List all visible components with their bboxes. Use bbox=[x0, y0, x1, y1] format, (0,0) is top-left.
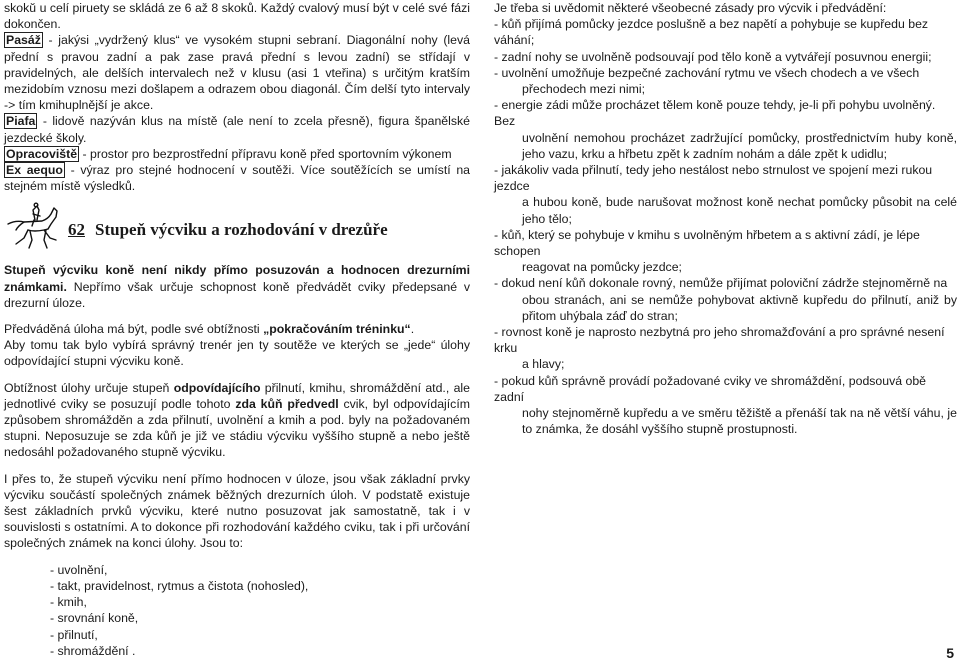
principle-item bbox=[494, 275, 957, 324]
principle-item bbox=[494, 373, 957, 438]
principle-first-line: - rovnost koně je naprosto nezbytná pro jeho shromažďování a pro správné nesení krku bbox=[494, 325, 945, 356]
term-piafa: Piafa bbox=[6, 114, 36, 129]
obtiznost-c: cvik, byl odpovídajícím způsobem shromážděn a zda přilnutí, uvolnění a kmih a pod. byly na požadovaném stupni. Neposuzuje se zda kůň je již ve stádiu výcviku vyššího stupně a nebo ještě nedosáhl požadovaného stupně výcviku. bbox=[4, 396, 470, 460]
principle-item bbox=[494, 227, 957, 276]
principle-item bbox=[494, 65, 957, 97]
principle-continuation: uvolnění nemohou procházet zadržující pomůcky, prostřednictvím huby koně, jeho vazu, krku a hřbetu zpět k zadním nohám a dále zpět k udidlu; bbox=[522, 130, 957, 161]
obtiznost-a: Obtížnost úlohy určuje stupeň bbox=[4, 380, 174, 395]
obtiznost-bold-1: odpovídajícího bbox=[173, 380, 261, 395]
lead-bold-text: Stupeň výcviku koně není nikdy přímo posuzován a hodnocen drezurními známkami. bbox=[4, 263, 470, 294]
list-item: - přilnutí, bbox=[50, 627, 98, 642]
definition-exaequo-text: - výraz pro stejné hodnocení v soutěži. Více soutěžících se umístí na stejném místě výsledků. bbox=[4, 163, 470, 194]
principle-item bbox=[494, 97, 957, 162]
left-column bbox=[4, 0, 470, 659]
term-opracoviste: Opracoviště bbox=[6, 146, 78, 161]
elements-list bbox=[4, 562, 470, 659]
principle-first-line: - dokud není kůň dokonale rovný, nemůže přijímat poloviční zádrže stejnoměrně na bbox=[494, 276, 948, 291]
uloha-bold: „pokračováním tréninku“ bbox=[263, 322, 411, 337]
paragraph-lead bbox=[4, 262, 470, 311]
spacer bbox=[4, 370, 470, 380]
list-item: - shromáždění . bbox=[50, 643, 136, 658]
spacer bbox=[4, 461, 470, 471]
definition-opracoviste-text: - prostor pro bezprostřední přípravu koně před sportovním výkonem bbox=[79, 146, 452, 161]
obtiznost-bold-2: zda kůň předvedl bbox=[235, 396, 339, 411]
term-pasaz: Pasáž bbox=[6, 33, 41, 48]
spacer bbox=[4, 311, 470, 321]
principle-first-line: - uvolnění umožňuje bezpečné zachování rytmu ve všech chodech a ve všech bbox=[494, 65, 920, 80]
chapter-number: 62 bbox=[68, 220, 85, 240]
term-exaequo: Ex aequo bbox=[6, 163, 63, 178]
chapter-heading bbox=[4, 200, 470, 262]
obtiznost-b: přilnutí, kmihu, shromáždění atd., ale jednotlivé cviky se posuzují podle tohoto bbox=[4, 380, 470, 411]
principle-first-line: - zadní nohy se uvolněně podsouvají pod tělo koně a vytvářejí posuvnou energii; bbox=[494, 49, 932, 64]
principle-continuation: reagovat na pomůcky jezdce; bbox=[522, 260, 682, 275]
principle-first-line: - kůň, který se pohybuje v kmihu s uvolněným hřbetem a s aktivní zádí, je lépe schopen bbox=[494, 227, 920, 259]
definition-pasaz-text: - jakýsi „vydržený klus“ ve vysokém stupni sebraní. Diagonální nohy (levá přední s pravou zadní a pak zase pravá přední s levou zadní) se střídají v pravidelných, ale delších intervalech než v klusu (asi 1 vteřina) s určitým kratším mezidobím vznosu mezi došlapem a odrazem obou diagonál. Čím delší tyto intervaly -> tím kmihuplnější je akce. bbox=[4, 33, 470, 113]
list-item: - uvolnění, bbox=[50, 562, 108, 577]
principle-continuation: a hlavy; bbox=[522, 357, 565, 372]
paragraph-uloha bbox=[4, 321, 470, 337]
paragraph-obtiznost bbox=[4, 380, 470, 461]
spacer bbox=[4, 552, 470, 562]
principle-item bbox=[494, 49, 957, 65]
principle-first-line: - energie zádi může procházet tělem koně pouze tehdy, je-li při pohybu uvolněný. Bez bbox=[494, 98, 936, 129]
paragraph-piruety: skokŭ u celí piruety se skládá ze 6 až 8 skoků. Každý cvalový musí být v celé své fázi dokončen. bbox=[4, 1, 470, 32]
principle-continuation: a hubou koně, bude narušovat možnost koně nechat pomůcky působit na celé jeho tělo; bbox=[522, 195, 957, 226]
chapter-title-text: Stupeň výcviku a rozhodování v drezůře bbox=[95, 220, 388, 240]
uloha-text-b: . bbox=[410, 322, 415, 337]
definition-piafa-text: - lidově nazýván klus na místě (ale není to zcela přesně), figura španělské jezdecké školy. bbox=[4, 114, 470, 145]
principle-first-line: - kůň přijímá pomůcky jezdce poslušně a bez napětí a pohybuje se kupředu bez váhání; bbox=[494, 17, 929, 48]
uloha-text-a: Předváděná úloha má být, podle své obtížnosti bbox=[4, 322, 264, 337]
definition-opracoviste bbox=[4, 146, 470, 162]
definition-piafa bbox=[4, 113, 470, 145]
list-item: - srovnání koně, bbox=[50, 611, 139, 626]
principles-intro: Je třeba si uvědomit některé všeobecné zásady pro výcvik i předvádění: bbox=[494, 1, 887, 15]
principle-continuation: přechodech mezi nimi; bbox=[522, 82, 646, 97]
dressage-horse-icon bbox=[4, 202, 62, 252]
lead-rest-text: Nepřímo však určuje schopnost koně předvádět cviky předepsané v drezurní úloze. bbox=[4, 279, 470, 310]
principle-first-line: - jakákoliv vada přilnutí, tedy jeho nestálost nebo strnulost ve spojení mezi rukou jezdce bbox=[494, 163, 933, 194]
principle-first-line: - pokud kůň správně provádí požadované cviky ve shromáždění, podsouvá obě zadní bbox=[494, 373, 927, 404]
principle-item bbox=[494, 16, 957, 48]
list-item: - kmih, bbox=[50, 595, 87, 610]
paragraph-trener: Aby tomu tak bylo vybírá správný trenér jen ty soutěže ve kterých se „jede“ úlohy odpovídající stupni výcviku koně. bbox=[4, 338, 470, 369]
definition-exaequo bbox=[4, 162, 470, 194]
chapter-title bbox=[68, 222, 388, 238]
principle-continuation: obou stranách, ani se nemůže pohybovat aktivně kupředu do přilnutí, aniž by přitom uhýbala záď do stran; bbox=[522, 292, 957, 323]
principle-continuation: nohy stejnoměrně kupředu a ve směru těžiště a přenáší tak na ně větší váhu, je to známka, že dosáhl vyššího stupně prostupnosti. bbox=[522, 406, 957, 437]
list-item: - takt, pravidelnost, rytmus a čistota (nohosled), bbox=[50, 578, 309, 593]
definition-pasaz bbox=[4, 32, 470, 113]
principle-item bbox=[494, 324, 957, 373]
right-column bbox=[494, 0, 957, 437]
principle-item bbox=[494, 162, 957, 227]
paragraph-prestoze: I přes to, že stupeň výcviku není přímo hodnocen v úloze, jsou však základní prvky výcviku součástí společných známek běžných drezurních úloh. V podstatě existuje šest základních prvků výcviku, které nutno posuzovat jak samostatně, tak i v souvislosti s ostatními. A to dokonce při rozhodování každého cviku, tak i při určování společných známek na konci úlohy. Jsou to: bbox=[4, 471, 470, 551]
page-number: 5 bbox=[946, 645, 954, 661]
